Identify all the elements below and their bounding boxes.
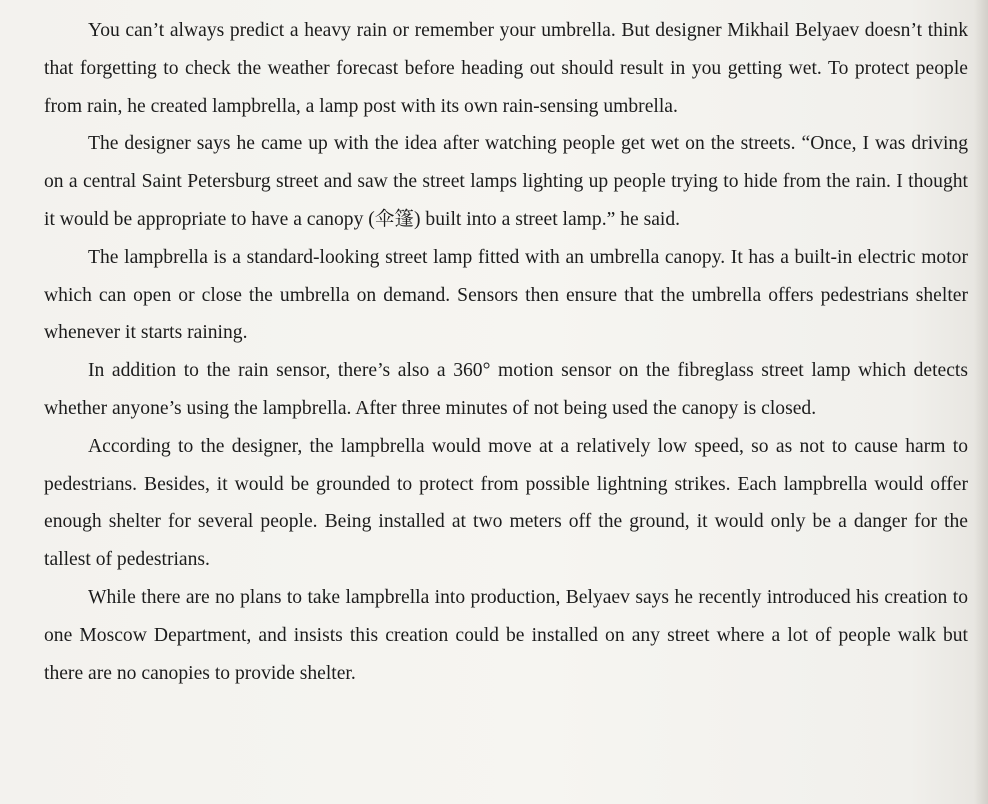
paragraph-6: While there are no plans to take lampbrella into production, Belyaev says he recently introduced his creation to one Moscow Department, and insists this creation could be installed on any street where a lot of people walk but there are no canopies to provide shelter. bbox=[44, 586, 968, 684]
paragraph-1: You can’t always predict a heavy rain or remember your umbrella. But designer Mikhail Belyaev doesn’t think that forgetting to check the weather forecast before heading out should result in you getting wet. To protect people from rain, he created lampbrella, a lamp post with its own rain-sensing umbrella. bbox=[44, 20, 968, 117]
paragraph-3: The lampbrella is a standard-looking street lamp fitted with an umbrella canopy. It has a built-in electric motor which can open or close the umbrella on demand. Sensors then ensure that the umbrella offers pedestrians shelter whenever it starts raining. bbox=[44, 246, 968, 344]
paragraph-2: The designer says he came up with the idea after watching people get wet on the streets. “Once, I was driving on a central Saint Petersburg street and saw the street lamps lighting up people trying to hide from the rain. I thought it would be appropriate to have a canopy (伞篷) built into a street lamp.” he said. bbox=[44, 133, 968, 230]
paragraph-5: According to the designer, the lampbrella would move at a relatively low speed, so as not to cause harm to pedestrians. Besides, it would be grounded to protect from possible lightning strikes. Each lampbrella would offer enough shelter for several people. Being installed at two meters off the ground, it would only be a danger for the tallest of pedestrians. bbox=[44, 435, 968, 571]
paragraph-4: In addition to the rain sensor, there’s also a 360° motion sensor on the fibreglass street lamp which detects whether anyone’s using the lampbrella. After three minutes of not being used the canopy is closed. bbox=[44, 360, 968, 419]
page-edge-shadow bbox=[974, 0, 988, 804]
article-body bbox=[44, 12, 968, 692]
